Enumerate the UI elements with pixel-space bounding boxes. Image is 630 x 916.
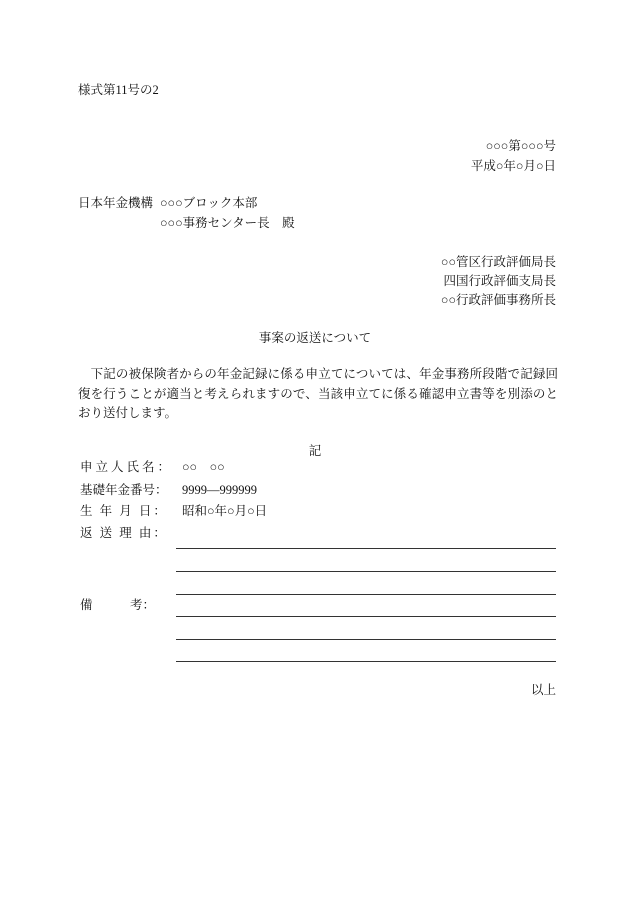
form-number: 様式第11号の2	[78, 83, 159, 97]
remarks-label: 備 考：	[80, 598, 156, 612]
sender-1: ○○管区行政評価局長	[440, 255, 556, 269]
field-label-birthdate: 生 年 月 日：	[80, 504, 168, 518]
remarks-line-3	[176, 639, 556, 640]
return-reason-line-2	[176, 571, 556, 572]
document-number: ○○○第○○○号	[485, 139, 556, 153]
recipient-org: 日本年金機構	[78, 196, 154, 210]
field-label-return-reason: 返 送 理 由：	[80, 526, 168, 540]
body-paragraph: 下記の被保険者からの年金記録に係る申立てについては、年金事務所段階で記録回復を行うことが適当と考えられますので、当該申立てに係る確認申立書等を別添のとおり送付します。	[78, 367, 558, 421]
ki-heading: 記	[308, 444, 322, 458]
closing: 以上	[530, 683, 556, 697]
field-value-name: ○○ ○○	[182, 460, 225, 474]
field-label-pension-number: 基礎年金番号：	[80, 483, 168, 497]
document-date: 平成○年○月○日	[470, 159, 556, 173]
remarks-line-4	[176, 661, 556, 662]
return-reason-line-1	[176, 548, 556, 549]
remarks-line-1	[176, 594, 556, 595]
remarks-line-2	[176, 616, 556, 617]
document-title: 事案の返送について	[258, 331, 372, 345]
recipient-line2: ○○○事務センター長 殿	[160, 216, 295, 230]
sender-2: 四国行政評価支局長	[443, 274, 556, 288]
field-value-pension-number: 9999―999999	[182, 483, 257, 497]
field-value-birthdate: 昭和○年○月○日	[182, 504, 268, 518]
sender-3: ○○行政評価事務所長	[440, 293, 556, 307]
recipient-line1: ○○○ブロック本部	[160, 196, 258, 210]
field-label-name: 申立人氏名：	[80, 460, 174, 474]
